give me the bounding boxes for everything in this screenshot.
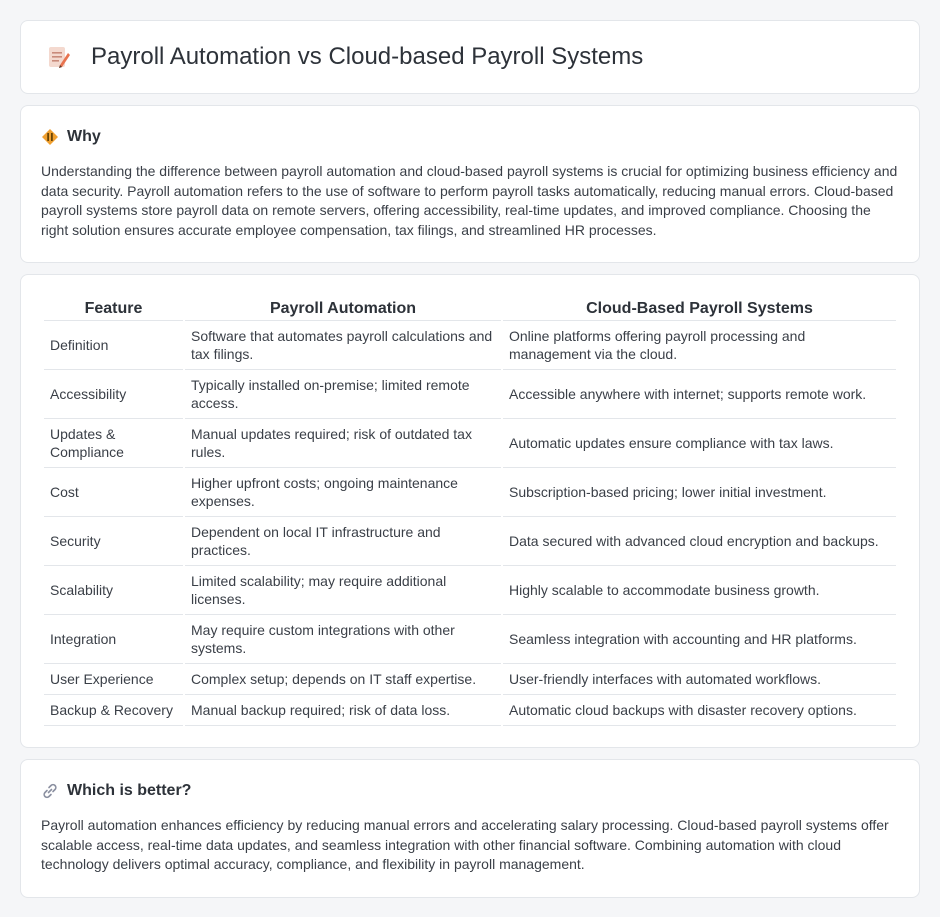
table-row	[44, 468, 896, 517]
comparison-table-card	[20, 274, 920, 748]
feature-cell: Accessibility	[44, 370, 183, 419]
automation-cell: Typically installed on-premise; limited remote access.	[185, 370, 501, 419]
why-heading-row	[41, 128, 899, 146]
column-header-feature: Feature	[44, 297, 183, 321]
better-heading-row	[41, 782, 899, 800]
feature-cell: Integration	[44, 615, 183, 664]
cloud-cell: Subscription-based pricing; lower initial investment.	[503, 468, 896, 517]
table-row	[44, 615, 896, 664]
cloud-cell: Seamless integration with accounting and HR platforms.	[503, 615, 896, 664]
table-row	[44, 664, 896, 695]
better-text: Payroll automation enhances efficiency by reducing manual errors and accelerating salary processing. Cloud-based payroll systems offer scalable access, real-time data updates, and seamless integration with other financial software. Combining automation with cloud technology delivers optimal accuracy, compliance, and flexibility in payroll management.	[41, 817, 889, 872]
table-header-row	[44, 297, 896, 321]
column-header-cloud-based: Cloud-Based Payroll Systems	[503, 297, 896, 321]
header-card	[20, 20, 920, 94]
cloud-cell: Data secured with advanced cloud encryption and backups.	[503, 517, 896, 566]
page-title: Payroll Automation vs Cloud-based Payroll Systems	[91, 43, 644, 70]
which-is-better-section	[20, 759, 920, 898]
automation-cell: Manual updates required; risk of outdated tax rules.	[185, 419, 501, 468]
automation-cell: Dependent on local IT infrastructure and practices.	[185, 517, 501, 566]
feature-cell: Security	[44, 517, 183, 566]
cloud-cell: Highly scalable to accommodate business growth.	[503, 566, 896, 615]
memo-icon	[45, 44, 71, 70]
warning-diamond-icon	[41, 128, 59, 146]
table-row	[44, 566, 896, 615]
automation-cell: Complex setup; depends on IT staff expertise.	[185, 664, 501, 695]
table-row	[44, 695, 896, 726]
table-row	[44, 370, 896, 419]
automation-cell: Higher upfront costs; ongoing maintenance expenses.	[185, 468, 501, 517]
automation-cell: Limited scalability; may require additional licenses.	[185, 566, 501, 615]
link-icon	[41, 782, 59, 800]
why-heading: Why	[67, 128, 101, 145]
column-header-payroll-automation: Payroll Automation	[185, 297, 501, 321]
cloud-cell: Accessible anywhere with internet; supports remote work.	[503, 370, 896, 419]
feature-cell: Cost	[44, 468, 183, 517]
feature-cell: Updates & Compliance	[44, 419, 183, 468]
automation-cell: Manual backup required; risk of data loss.	[185, 695, 501, 726]
cloud-cell: Automatic cloud backups with disaster recovery options.	[503, 695, 896, 726]
table-row	[44, 419, 896, 468]
why-section	[20, 105, 920, 263]
automation-cell: Software that automates payroll calculations and tax filings.	[185, 321, 501, 370]
better-heading: Which is better?	[67, 782, 192, 799]
feature-cell: Scalability	[44, 566, 183, 615]
cloud-cell: Online platforms offering payroll processing and management via the cloud.	[503, 321, 896, 370]
why-text: Understanding the difference between payroll automation and cloud-based payroll systems is crucial for optimizing business efficiency and data security. Payroll automation refers to the use of software to perform payroll tasks automatically, reducing manual errors. Cloud-based payroll systems store payroll data on remote servers, offering accessibility, real-time updates, and improved compliance. Choosing the right solution ensures accurate employee compensation, tax filings, and streamlined HR processes.	[41, 163, 898, 238]
feature-cell: Definition	[44, 321, 183, 370]
cloud-cell: User-friendly interfaces with automated workflows.	[503, 664, 896, 695]
feature-cell: User Experience	[44, 664, 183, 695]
comparison-table	[42, 297, 898, 726]
table-row	[44, 321, 896, 370]
feature-cell: Backup & Recovery	[44, 695, 183, 726]
cloud-cell: Automatic updates ensure compliance with tax laws.	[503, 419, 896, 468]
table-row	[44, 517, 896, 566]
automation-cell: May require custom integrations with other systems.	[185, 615, 501, 664]
